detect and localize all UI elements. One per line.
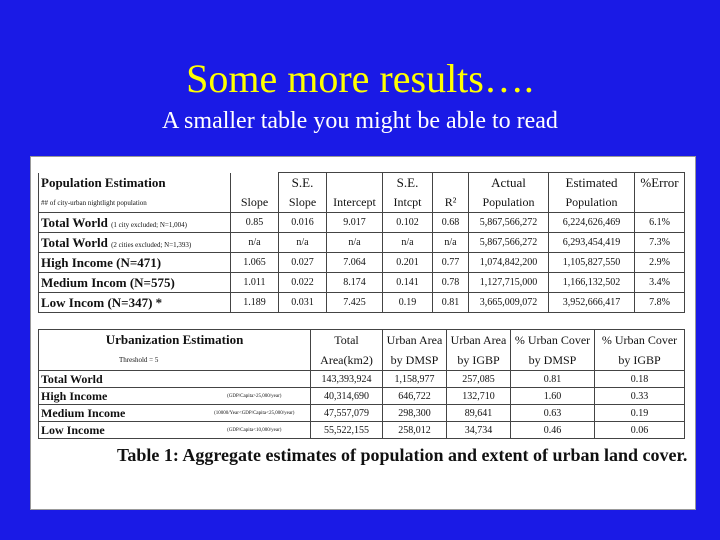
table-row [39, 293, 685, 313]
cell: 5,867,566,272 [469, 233, 549, 253]
cell: 0.031 [279, 293, 327, 313]
cell: 1.189 [231, 293, 279, 313]
table-row [39, 253, 685, 273]
se-slope-header: Slope [279, 193, 327, 213]
cell: 143,393,924 [311, 371, 383, 388]
cell: 1.011 [231, 273, 279, 293]
population-subheader-row [39, 193, 685, 213]
cell: 3,952,666,417 [549, 293, 635, 313]
cell: 0.102 [383, 213, 433, 233]
slide-title: Some more results…. [186, 56, 534, 101]
row-note: (GDP/Capita<10,000/year) [199, 422, 311, 439]
cell: 3,665,009,072 [469, 293, 549, 313]
cell: n/a [433, 233, 469, 253]
r-squared-header: R² [433, 193, 469, 213]
table-row [39, 233, 685, 253]
se-slope-header-top: S.E. [279, 173, 327, 194]
table-row [39, 273, 685, 293]
cell: 258,012 [383, 422, 447, 439]
slope-header: Slope [231, 193, 279, 213]
row-name: Medium Income [39, 405, 199, 422]
threshold-note: Threshold = 5 [39, 350, 311, 371]
cover-dmsp-header-top: % Urban Cover [511, 330, 595, 351]
cell: 6,224,626,469 [549, 213, 635, 233]
cell: n/a [231, 233, 279, 253]
cell: 6,293,454,419 [549, 233, 635, 253]
cell: 2.9% [635, 253, 685, 273]
total-area-header: Area(km2) [311, 350, 383, 371]
row-name: Low Income [39, 422, 199, 439]
cell: 0.77 [433, 253, 469, 273]
cell: 8.174 [327, 273, 383, 293]
cell: 257,085 [447, 371, 511, 388]
se-intcpt-header: Intcpt [383, 193, 433, 213]
urban-subheader-row [39, 350, 685, 371]
slide-subtitle: A smaller table you might be able to read [162, 108, 558, 134]
se-intcpt-header-top: S.E. [383, 173, 433, 194]
cell: 0.141 [383, 273, 433, 293]
row-name: High Income (N=471) [39, 253, 231, 273]
intercept-header: Intercept [327, 193, 383, 213]
cell: 40,314,690 [311, 388, 383, 405]
cell: 0.46 [511, 422, 595, 439]
urban-area-igbp-header-top: Urban Area [447, 330, 511, 351]
estimated-population-header: Population [549, 193, 635, 213]
cell: 89,641 [447, 405, 511, 422]
cell: 1,105,827,550 [549, 253, 635, 273]
actual-population-header: Population [469, 193, 549, 213]
cell: 1,158,977 [383, 371, 447, 388]
row-name: Total World [41, 234, 108, 250]
results-table-image [30, 156, 696, 510]
cell: 1,166,132,502 [549, 273, 635, 293]
cell: 0.85 [231, 213, 279, 233]
cell: 1,127,715,000 [469, 273, 549, 293]
cell: 298,300 [383, 405, 447, 422]
table-caption: Table 1: Aggregate estimates of population and extent of urban land cover. [117, 445, 688, 465]
cell: 0.016 [279, 213, 327, 233]
table-row [39, 213, 685, 233]
cell: 0.022 [279, 273, 327, 293]
cell: 0.027 [279, 253, 327, 273]
total-header-top: Total [311, 330, 383, 351]
cell: 132,710 [447, 388, 511, 405]
table-row [39, 422, 685, 439]
cell: 7.064 [327, 253, 383, 273]
urban-area-dmsp-header-top: Urban Area [383, 330, 447, 351]
cover-dmsp-header: by DMSP [511, 350, 595, 371]
cell: 0.78 [433, 273, 469, 293]
cell: n/a [279, 233, 327, 253]
cell: n/a [383, 233, 433, 253]
row-note: (10000/Year<GDP/Capita<25,000/year) [199, 405, 311, 422]
cell: 55,522,155 [311, 422, 383, 439]
cell: 0.18 [595, 371, 685, 388]
cell: 5,867,566,272 [469, 213, 549, 233]
estimated-header-top: Estimated [549, 173, 635, 194]
cell: 0.81 [511, 371, 595, 388]
cell: 7.3% [635, 233, 685, 253]
row-note: (GDP/Capita>25,000/year) [199, 388, 311, 405]
cell: 47,557,079 [311, 405, 383, 422]
population-estimation-table [38, 172, 685, 313]
row-name: Low Incom (N=347) * [39, 293, 231, 313]
cell: 3.4% [635, 273, 685, 293]
cell: 34,734 [447, 422, 511, 439]
cell: 7.8% [635, 293, 685, 313]
population-subtitle: ## of city-urban nightlight population [39, 193, 231, 213]
actual-header-top: Actual [469, 173, 549, 194]
table-row [39, 388, 685, 405]
cell: 0.33 [595, 388, 685, 405]
cell: 646,722 [383, 388, 447, 405]
row-name: Total World [39, 371, 199, 388]
row-note [199, 371, 311, 388]
row-name: Medium Incom (N=575) [39, 273, 231, 293]
row-name: High Income [39, 388, 199, 405]
cover-igbp-header: by IGBP [595, 350, 685, 371]
cell: 0.68 [433, 213, 469, 233]
urbanization-estimation-table [38, 329, 685, 439]
error-header: %Error [635, 173, 685, 194]
cell: 0.06 [595, 422, 685, 439]
urbanization-estimation-label: Urbanization Estimation [39, 330, 311, 351]
table-row [39, 405, 685, 422]
urban-area-dmsp-header: by DMSP [383, 350, 447, 371]
cell: 0.201 [383, 253, 433, 273]
population-estimation-label: Population Estimation [39, 173, 231, 194]
cell: 7.425 [327, 293, 383, 313]
row-note: (2 cities excluded; N=1,393) [111, 240, 192, 249]
cell: n/a [327, 233, 383, 253]
cover-igbp-header-top: % Urban Cover [595, 330, 685, 351]
cell: 0.81 [433, 293, 469, 313]
cell: 0.63 [511, 405, 595, 422]
cell: 1.065 [231, 253, 279, 273]
urban-area-igbp-header: by IGBP [447, 350, 511, 371]
row-name: Total World [41, 214, 108, 230]
cell: 6.1% [635, 213, 685, 233]
cell: 9.017 [327, 213, 383, 233]
cell: 0.19 [595, 405, 685, 422]
cell: 1.60 [511, 388, 595, 405]
table-row [39, 371, 685, 388]
cell: 1,074,842,200 [469, 253, 549, 273]
row-note: (1 city excluded; N=1,004) [111, 220, 187, 229]
cell: 0.19 [383, 293, 433, 313]
population-header-row [39, 173, 685, 194]
urban-header-row [39, 330, 685, 351]
